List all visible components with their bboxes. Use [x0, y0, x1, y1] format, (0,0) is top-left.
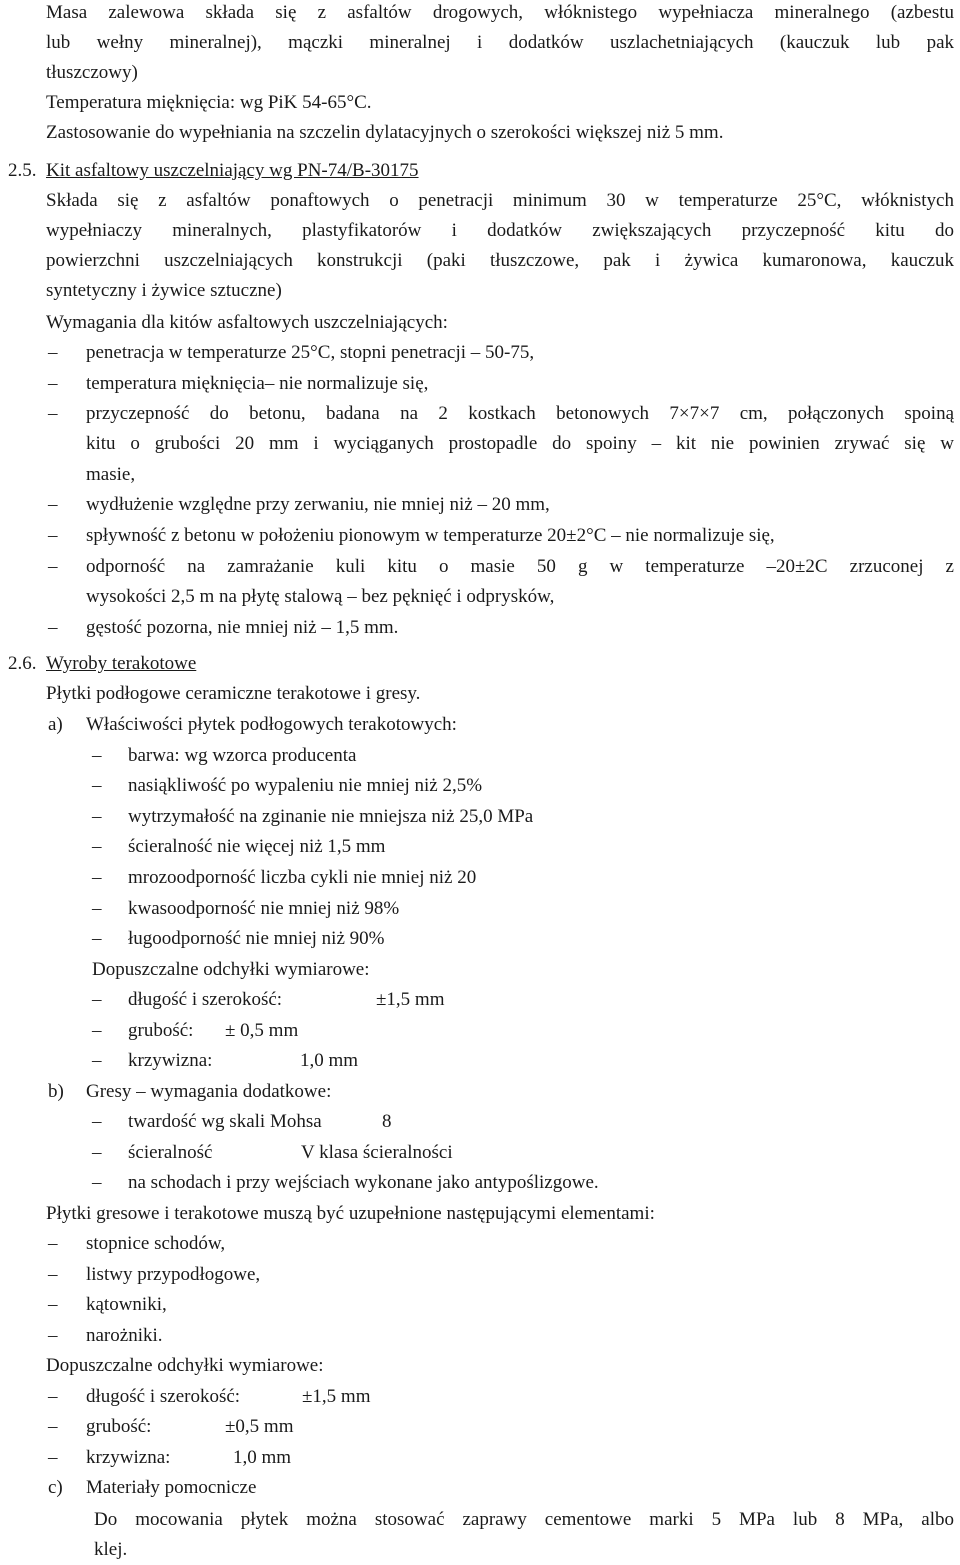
- s25-body-line-4: syntetyczny i żywice sztuczne): [46, 280, 282, 301]
- s25-req-6-line-1: odporność na zamrażanie kuli kitu o masie 50 g w temperaturze –20±2C zrzuconej z: [86, 556, 954, 577]
- s26-a-dev-3-label: krzywizna:: [128, 1050, 213, 1071]
- s25-req-3-line-2: kitu o grubości 20 mm i wyciąganych prostopadle do spoiny – kit nie powinien zrywać się w: [86, 433, 954, 454]
- section-2-6-title: Wyroby terakotowe: [46, 653, 197, 674]
- list-dash: –: [48, 1416, 58, 1437]
- section-2-5-number: 2.5.: [8, 160, 37, 181]
- list-dash: –: [92, 1050, 102, 1071]
- list-dash: –: [92, 1142, 102, 1163]
- s26-b-item-1-value: 8: [382, 1111, 392, 1132]
- s26-deviation-heading: Dopuszczalne odchyłki wymiarowe:: [46, 1355, 324, 1376]
- intro-line-3: tłuszczowy): [46, 62, 138, 83]
- s25-req-3-line-3: masie,: [86, 464, 136, 485]
- s26-elements-heading: Płytki gresowe i terakotowe muszą być uzupełnione następującymi elementami:: [46, 1203, 655, 1224]
- list-dash: –: [92, 989, 102, 1010]
- list-dash: –: [48, 525, 58, 546]
- s26-a-item-1: barwa: wg wzorca producenta: [128, 745, 357, 766]
- s26-b-item-2-value: V klasa ścieralności: [301, 1142, 453, 1163]
- s25-req-3-line-1: przyczepność do betonu, badana na 2 kostkach betonowych 7×7×7 cm, połączonych spoiną: [86, 403, 954, 424]
- list-dash: –: [92, 836, 102, 857]
- list-dash: –: [48, 1294, 58, 1315]
- s26-c-title: Materiały pomocnicze: [86, 1477, 257, 1498]
- intro-line-4: Temperatura mięknięcia: wg PiK 54-65°C.: [46, 92, 372, 113]
- list-dash: –: [48, 556, 58, 577]
- s26-b-item-1-label: twardość wg skali Mohsa: [128, 1111, 322, 1132]
- s25-body-line-1: Składa się z asfaltów ponaftowych o penetracji minimum 30 w temperaturze 25°C, włóknistych: [46, 190, 954, 211]
- list-dash: –: [48, 1386, 58, 1407]
- list-dash: –: [48, 342, 58, 363]
- s26-element-4: narożniki.: [86, 1325, 163, 1346]
- intro-line-1: Masa zalewowa składa się z asfaltów drogowych, włóknistego wypełniacza mineralnego (azbestu: [46, 2, 954, 23]
- list-label-b: b): [48, 1081, 64, 1102]
- list-dash: –: [48, 1264, 58, 1285]
- s26-a-item-5: mrozoodporność liczba cykli nie mniej niż 20: [128, 867, 477, 888]
- list-dash: –: [92, 1020, 102, 1041]
- list-dash: –: [48, 1325, 58, 1346]
- s25-req-1: penetracja w temperaturze 25°C, stopni penetracji – 50-75,: [86, 342, 535, 363]
- list-dash: –: [48, 1233, 58, 1254]
- s25-req-6-line-2: wysokości 2,5 m na płytę stalową – bez pęknięć i odprysków,: [86, 586, 555, 607]
- s26-intro: Płytki podłogowe ceramiczne terakotowe i gresy.: [46, 683, 421, 704]
- list-label-a: a): [48, 714, 63, 735]
- s26-dev-3-value: 1,0 mm: [233, 1447, 292, 1468]
- s26-a-deviation-heading: Dopuszczalne odchyłki wymiarowe:: [92, 959, 370, 980]
- list-dash: –: [92, 1172, 102, 1193]
- list-dash: –: [92, 1111, 102, 1132]
- s25-req-7: gęstość pozorna, nie mniej niż – 1,5 mm.: [86, 617, 399, 638]
- s25-req-4: wydłużenie względne przy zerwaniu, nie mniej niż – 20 mm,: [86, 494, 550, 515]
- intro-line-2: lub wełny mineralnej), mączki mineralnej i dodatków uszlachetniających (kauczuk lub pak: [46, 32, 954, 53]
- s26-b-title: Gresy – wymagania dodatkowe:: [86, 1081, 332, 1102]
- s26-b-item-3: na schodach i przy wejściach wykonane jako antypoślizgowe.: [128, 1172, 599, 1193]
- list-label-c: c): [48, 1477, 63, 1498]
- s26-a-dev-1-value: ±1,5 mm: [376, 989, 445, 1010]
- list-dash: –: [48, 617, 58, 638]
- s26-dev-1-label: długość i szerokość:: [86, 1386, 241, 1407]
- list-dash: –: [92, 806, 102, 827]
- section-2-6-number: 2.6.: [8, 653, 37, 674]
- s26-a-dev-1-label: długość i szerokość:: [128, 989, 283, 1010]
- s26-c-body-line-2: klej.: [94, 1539, 128, 1560]
- list-dash: –: [48, 1447, 58, 1468]
- intro-line-5: Zastosowanie do wypełniania na szczelin dylatacyjnych o szerokości większej niż 5 mm.: [46, 122, 724, 143]
- s26-element-2: listwy przypodłogowe,: [86, 1264, 261, 1285]
- s26-element-1: stopnice schodów,: [86, 1233, 226, 1254]
- s26-dev-3-label: krzywizna:: [86, 1447, 171, 1468]
- list-dash: –: [92, 867, 102, 888]
- list-dash: –: [92, 745, 102, 766]
- list-dash: –: [48, 494, 58, 515]
- s26-a-item-7: ługoodporność nie mniej niż 90%: [128, 928, 385, 949]
- s26-a-item-2: nasiąkliwość po wypaleniu nie mniej niż 2,5%: [128, 775, 483, 796]
- s25-req-5: spływność z betonu w położeniu pionowym w temperaturze 20±2°C – nie normalizuje się,: [86, 525, 775, 546]
- list-dash: –: [92, 928, 102, 949]
- s26-a-title: Właściwości płytek podłogowych terakotowych:: [86, 714, 457, 735]
- list-dash: –: [92, 898, 102, 919]
- s26-dev-2-value: ±0,5 mm: [225, 1416, 294, 1437]
- s26-b-item-2-label: ścieralność: [128, 1142, 213, 1163]
- s26-dev-2-label: grubość:: [86, 1416, 152, 1437]
- s26-a-dev-2-value: ± 0,5 mm: [225, 1020, 299, 1041]
- s26-a-item-4: ścieralność nie więcej niż 1,5 mm: [128, 836, 386, 857]
- list-dash: –: [92, 775, 102, 796]
- s26-a-item-3: wytrzymałość na zginanie nie mniejsza niż 25,0 MPa: [128, 806, 534, 827]
- s26-dev-1-value: ±1,5 mm: [302, 1386, 371, 1407]
- list-dash: –: [48, 403, 58, 424]
- s25-body-line-2: wypełniaczy mineralnych, plastyfikatorów i dodatków zwiększających przyczepność kitu do: [46, 220, 954, 241]
- s26-element-3: kątowniki,: [86, 1294, 167, 1315]
- list-dash: –: [48, 373, 58, 394]
- s25-requirements-heading: Wymagania dla kitów asfaltowych uszczelniających:: [46, 312, 448, 333]
- s25-req-2: temperatura mięknięcia– nie normalizuje się,: [86, 373, 429, 394]
- s25-body-line-3: powierzchni uszczelniających konstrukcji (paki tłuszczowe, pak i żywica kumaronowa, kauczuk: [46, 250, 954, 271]
- s26-a-dev-2-label: grubość:: [128, 1020, 194, 1041]
- s26-a-dev-3-value: 1,0 mm: [300, 1050, 359, 1071]
- s26-c-body-line-1: Do mocowania płytek można stosować zaprawy cementowe marki 5 MPa lub 8 MPa, albo: [94, 1509, 954, 1530]
- s26-a-item-6: kwasoodporność nie mniej niż 98%: [128, 898, 400, 919]
- section-2-5-title: Kit asfaltowy uszczelniający wg PN-74/B-30175: [46, 160, 419, 181]
